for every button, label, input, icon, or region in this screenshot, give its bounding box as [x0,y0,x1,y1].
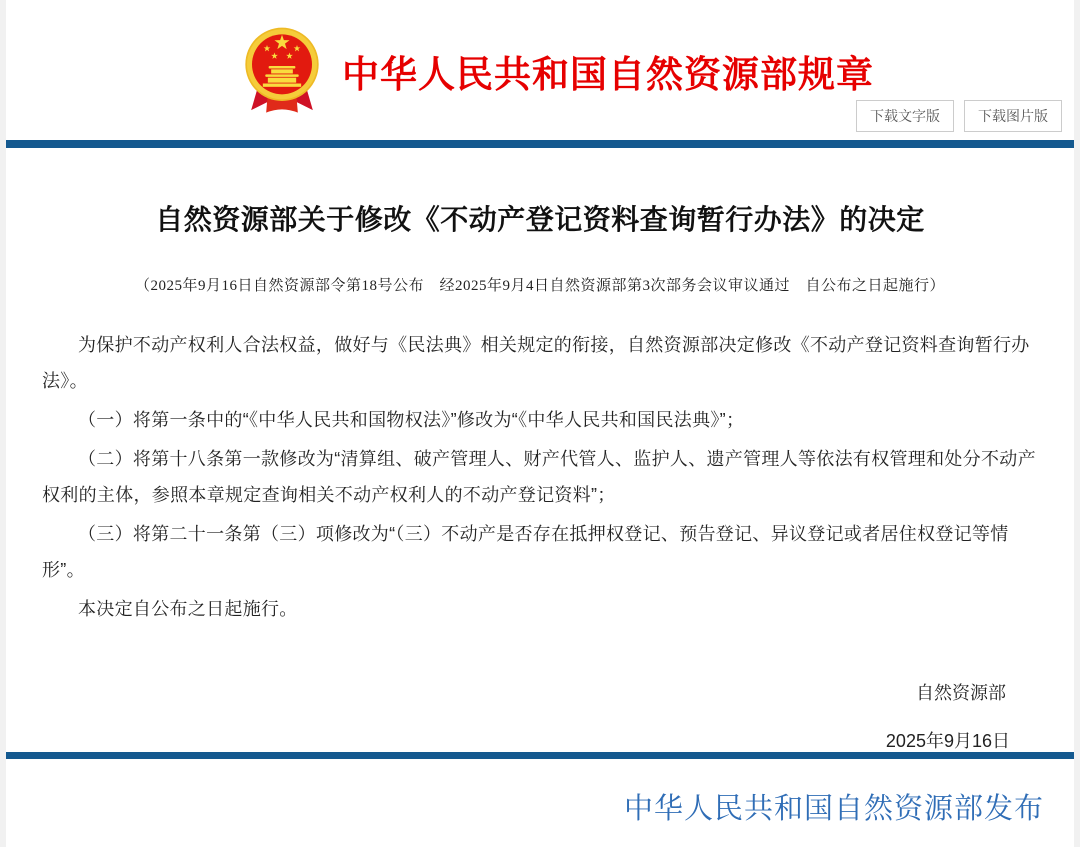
paragraph: （一）将第一条中的“《中华人民共和国物权法》”修改为“《中华人民共和国民法典》”； [78,410,745,430]
site-title: 中华人民共和国自然资源部规章 [342,54,874,95]
issuing-authority: 自然资源部 [916,683,1006,703]
download-buttons [856,100,1062,132]
paragraph: 本决定自公布之日起施行。 [78,599,298,619]
paragraph: （三）将第二十一条第（三）项修改为“（三）不动产是否存在抵押权登记、预告登记、异议登记或者居住权登记等情形”。 [42,524,1009,580]
issue-date: 2025年9月16日 [885,731,1010,751]
top-divider-bar [6,140,1074,148]
document-body [42,327,1038,627]
document-title: 自然资源部关于修改《不动产登记资料查询暂行办法》的决定 [155,204,925,235]
china-national-emblem-icon [240,26,324,116]
brand-block [240,26,874,116]
paragraph: 为保护不动产权利人合法权益，做好与《民法典》相关规定的衔接，自然资源部决定修改《不动产登记资料查询暂行办法》。 [42,335,1030,391]
document-subtitle: （2025年9月16日自然资源部令第18号公布 经2025年9月4日自然资源部第3次部务会议审议通过 自公布之日起施行） [134,278,945,294]
document-content [6,198,1074,753]
download-text-version-button[interactable]: 下载文字版 [856,100,954,132]
page-header [6,0,1074,140]
document-page [6,0,1074,847]
publisher-label: 中华人民共和国自然资源部发布 [623,793,1044,825]
download-image-version-button[interactable]: 下载图片版 [964,100,1062,132]
paragraph: （二）将第十八条第一款修改为“清算组、破产管理人、财产代管人、监护人、遗产管理人等依法有权管理和处分不动产权利的主体，参照本章规定查询相关不动产权利人的不动产登记资料”； [42,449,1036,505]
bottom-divider-bar [6,752,1074,759]
